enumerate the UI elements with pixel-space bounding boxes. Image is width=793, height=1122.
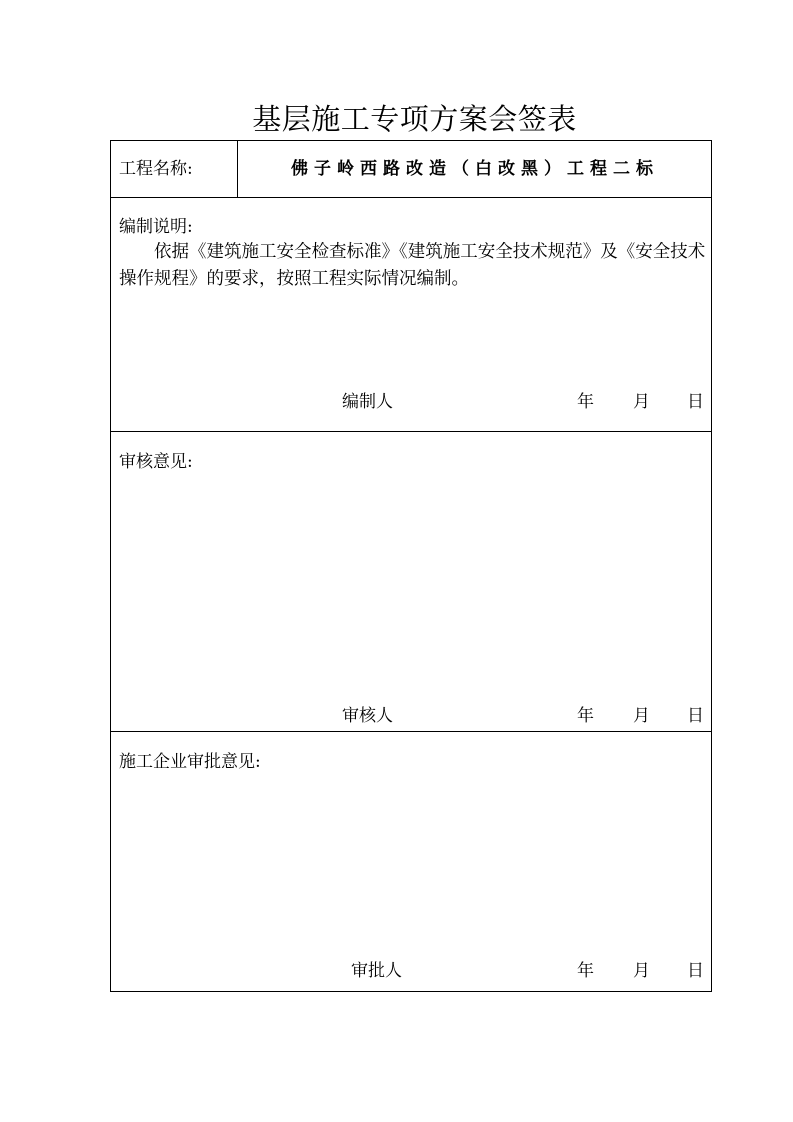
preparer-month-label: 月 [633,392,650,412]
project-name-label: 工程名称: [119,159,193,179]
row-divider-1 [111,197,711,198]
reviewer-label: 审核人 [342,706,393,726]
document-title: 基层施工专项方案会签表 [252,102,577,136]
preparer-day-label: 日 [687,392,704,412]
sign-off-form [110,140,712,992]
reviewer-day-label: 日 [687,706,704,726]
review-label: 审核意见: [119,452,193,472]
preparation-text: 依据《建筑施工安全检查标准》《建筑施工安全技术规范》及《安全技术操作规程》的要求，按照工程实际情况编制。 [119,242,706,289]
approver-day-label: 日 [687,961,704,981]
approver-year-label: 年 [577,961,594,981]
preparer-year-label: 年 [577,392,594,412]
preparer-label: 编制人 [342,392,393,412]
approver-month-label: 月 [633,961,650,981]
row-divider-2 [111,431,711,432]
project-name-value: 佛子岭西路改造（白改黑）工程二标 [291,159,659,179]
row-divider-3 [111,731,711,732]
reviewer-month-label: 月 [633,706,650,726]
approval-label: 施工企业审批意见: [119,752,261,772]
preparation-label: 编制说明: [119,217,193,237]
reviewer-year-label: 年 [577,706,594,726]
approver-label: 审批人 [351,961,402,981]
